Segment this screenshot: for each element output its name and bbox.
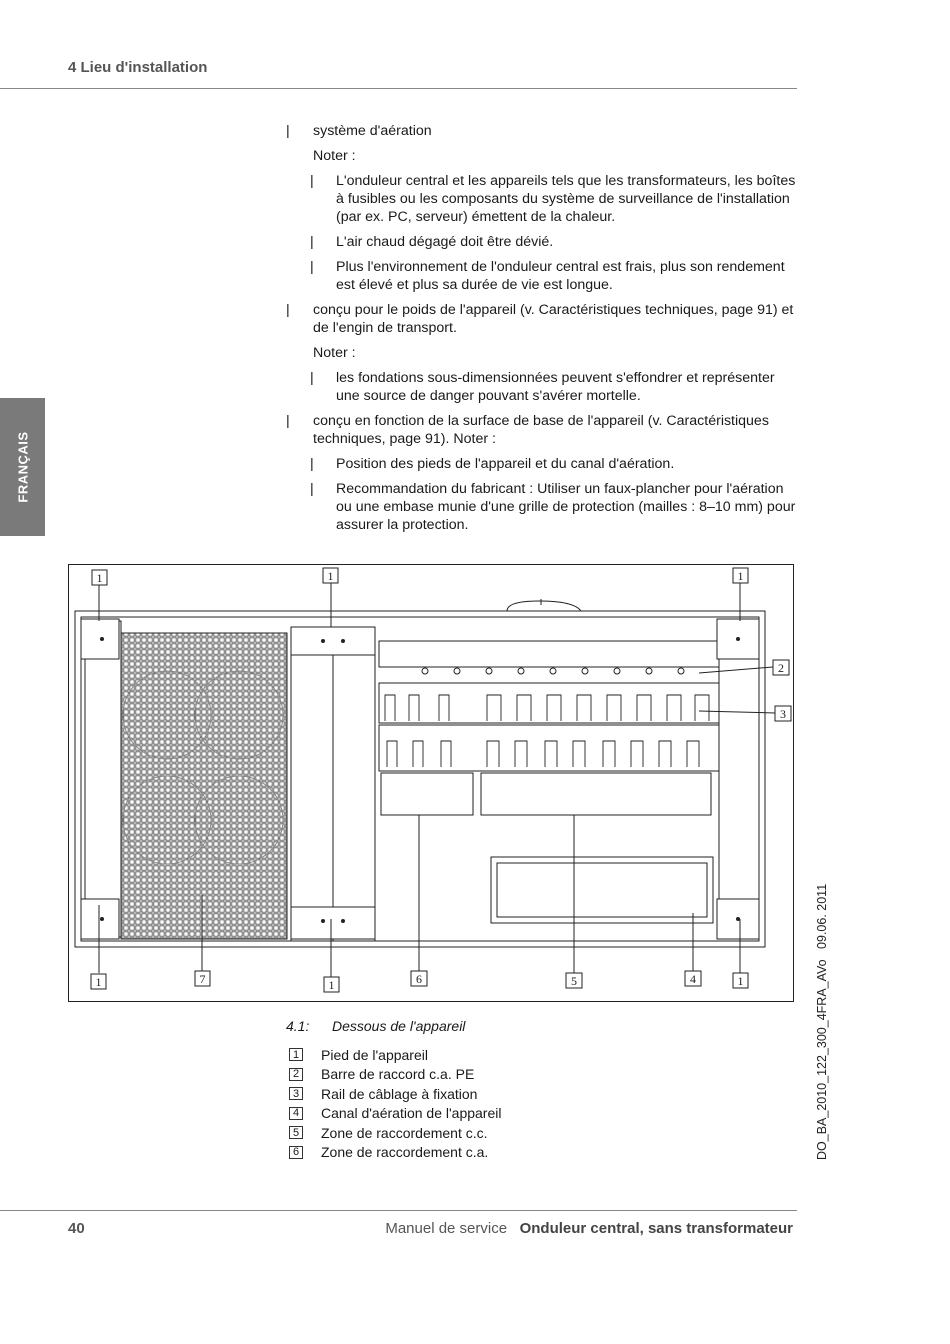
dc-connection-zone <box>481 773 711 815</box>
language-tab-label: FRANÇAIS <box>15 431 30 503</box>
legend-number: 5 <box>289 1126 303 1139</box>
legend-text: Pied de l'appareil <box>321 1046 428 1063</box>
note-label: Noter : <box>313 345 356 361</box>
callout-1-label: 1 <box>328 978 335 992</box>
sub-bullet: | L'air chaud dégagé doit être dévié. <box>286 233 796 251</box>
legend-item <box>289 1143 501 1163</box>
legend-text: Rail de câblage à fixation <box>321 1085 478 1102</box>
callout-1-label: 1 <box>327 569 334 583</box>
callout-1-label: 1 <box>96 571 103 585</box>
legend-text: Barre de raccord c.a. PE <box>321 1066 475 1083</box>
legend-text: Zone de raccordement c.a. <box>321 1144 489 1161</box>
device-underside-figure <box>68 564 794 1002</box>
legend-item <box>289 1065 501 1085</box>
footer-manual-label: Manuel de service <box>385 1220 508 1237</box>
callout-2-label: 2 <box>778 661 784 675</box>
body-text <box>286 122 796 541</box>
ventilation-duct <box>491 857 713 923</box>
legend-text: Canal d'aération de l'appareil <box>321 1105 502 1122</box>
footer-title <box>385 1220 793 1237</box>
bullet-base-surface: | conçu en fonction de la surface de base de l'appareil (v. Caractéristiques techniques, page 91). Noter : <box>286 412 796 448</box>
footer-product-title: Onduleur central, sans transformateur <box>519 1220 793 1237</box>
ac-connection-zone <box>381 773 473 815</box>
callout-7-label: 7 <box>199 972 206 986</box>
bullet-weight: | conçu pour le poids de l'appareil (v. Caractéristiques techniques, page 91) et de l'engin de transport. <box>286 301 796 337</box>
sub-bullet: | Recommandation du fabricant : Utiliser un faux-plancher pour l'aération ou une embase munie d'une grille de protection (mailles : 8–10 mm) pour assurer la protection. <box>286 480 796 534</box>
page-number: 40 <box>68 1220 85 1237</box>
legend-item <box>289 1045 501 1065</box>
pe-bar <box>379 641 719 667</box>
sub-bullet: | Plus l'environnement de l'onduleur central est frais, plus son rendement est élevé et plus sa durée de vie est longue. <box>286 258 796 294</box>
legend-text: Zone de raccordement c.c. <box>321 1124 488 1141</box>
sub-bullet: | L'onduleur central et les appareils tels que les transformateurs, les boîtes à fusibles ou les composants du système de surveillance de l'installation (par ex. PC, serveur) émettent de la chaleur. <box>286 172 796 226</box>
legend-number: 4 <box>289 1107 303 1120</box>
legend-number: 6 <box>289 1146 303 1159</box>
figure-caption-number: 4.1: <box>286 1018 310 1034</box>
sub-bullet: | Position des pieds de l'appareil et du canal d'aération. <box>286 455 796 473</box>
figure-caption <box>286 1018 465 1034</box>
callout-1-label: 1 <box>95 975 102 989</box>
legend-item <box>289 1084 501 1104</box>
language-tab <box>0 398 45 536</box>
top-handle <box>507 601 581 611</box>
figure-caption-text: Dessous de l'appareil <box>332 1018 466 1034</box>
callout-3-label: 3 <box>780 707 786 721</box>
sub-bullet: | les fondations sous-dimensionnées peuvent s'effondrer et représenter une source de danger pouvant s'avérer mortelle. <box>286 369 796 405</box>
callout-6-label: 6 <box>416 972 422 986</box>
header-title: 4 Lieu d'installation <box>68 59 208 76</box>
footer-divider <box>0 1210 797 1211</box>
header-divider <box>0 88 797 89</box>
cable-rail <box>379 683 719 723</box>
legend-number: 2 <box>289 1068 303 1081</box>
legend-item <box>289 1123 501 1143</box>
ventilation-grille <box>121 633 287 939</box>
callout-5-label: 5 <box>571 974 577 988</box>
document-reference: DO_BA_2010_122_300_4FRA_AVo 09.06. 2011 <box>815 883 829 1160</box>
callout-1-label: 1 <box>737 974 744 988</box>
legend-number: 1 <box>289 1048 303 1061</box>
device-underside-drawing <box>69 565 795 1003</box>
legend-number: 3 <box>289 1087 303 1100</box>
callout-1-label: 1 <box>737 569 744 583</box>
bullet-ventilation: | système d'aération <box>286 122 796 140</box>
legend-item <box>289 1104 501 1124</box>
note-label: Noter : <box>313 148 356 164</box>
figure-legend <box>289 1045 501 1162</box>
callout-4-label: 4 <box>690 972 696 986</box>
